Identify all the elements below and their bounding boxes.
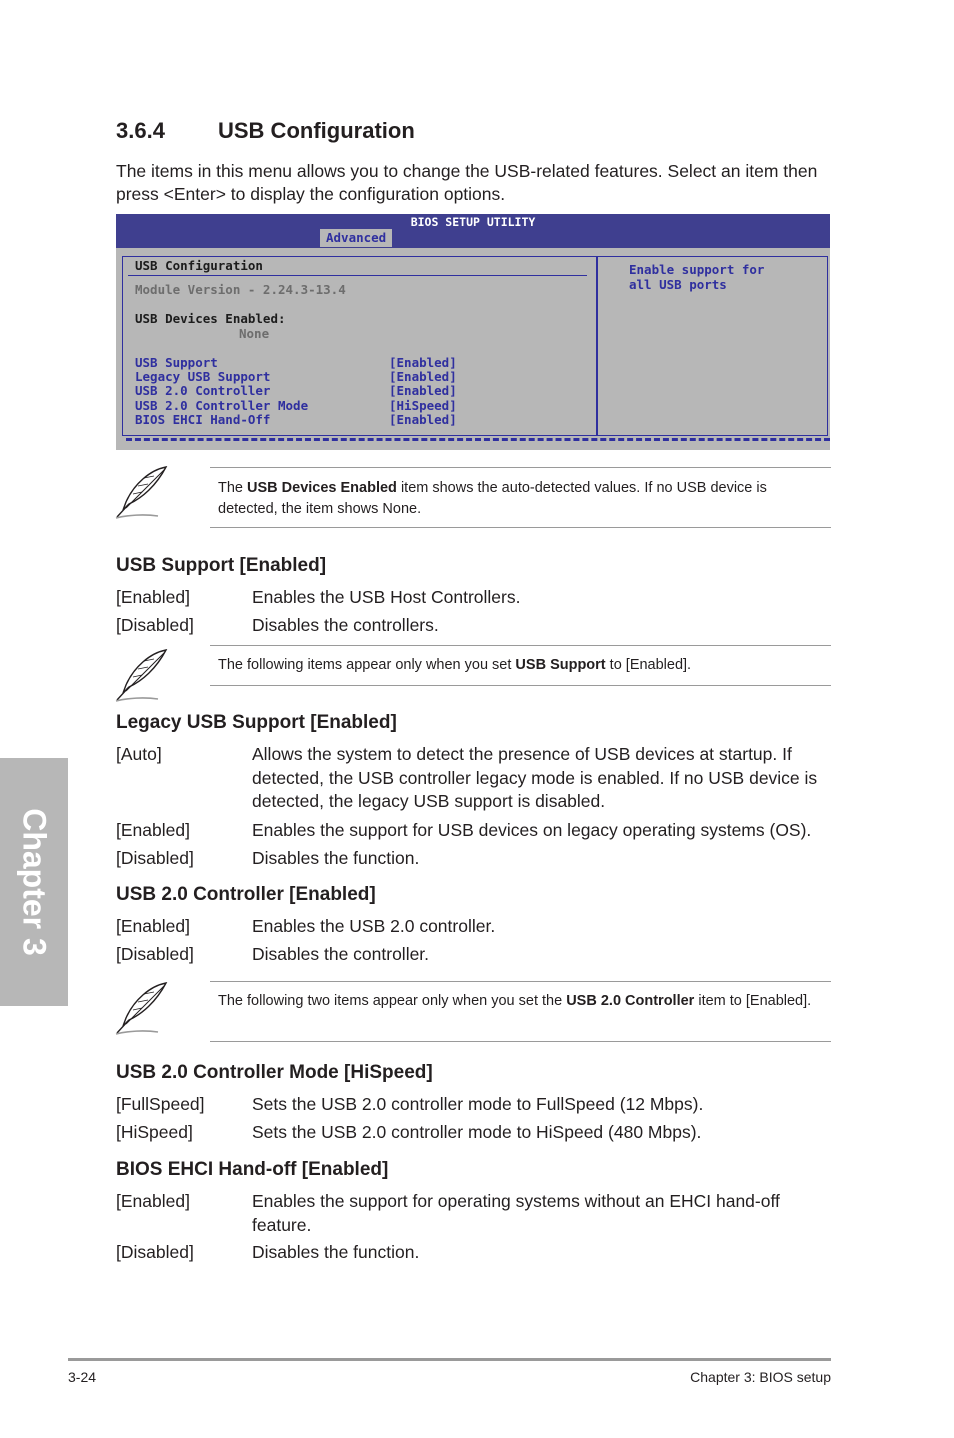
option-row [116,1121,826,1145]
bios-help-line-1: Enable support for [629,262,765,277]
section-title-text: USB Configuration [218,118,415,143]
bios-item-value: [Enabled] [389,412,457,427]
note-text: The [218,480,248,496]
tab-advanced[interactable]: Advanced [320,229,392,247]
option-key: [Enabled] [116,820,190,840]
bios-item-name: BIOS EHCI Hand-Off [135,412,271,427]
note-divider [210,685,831,686]
option-desc: Disables the function. [252,848,420,868]
bios-item-value: [HiSpeed] [389,398,457,413]
bios-item-name: Legacy USB Support [135,369,271,384]
option-desc: Disables the controllers. [252,615,439,635]
heading-usb2-controller: USB 2.0 Controller [Enabled] [116,884,376,905]
bios-devices-label: USB Devices Enabled: [135,311,286,326]
option-row [116,847,826,871]
heading-usb2-controller-mode: USB 2.0 Controller Mode [HiSpeed] [116,1062,433,1083]
heading-bios-ehci-hand-off: BIOS EHCI Hand-off [Enabled] [116,1159,389,1180]
option-desc: Sets the USB 2.0 controller mode to FullSpeed (12 Mbps). [252,1094,704,1114]
option-row [116,743,826,815]
note-bold: USB Devices Enabled [247,480,397,496]
note-text: item to [Enabled]. [694,993,812,1009]
heading-legacy-usb-support: Legacy USB Support [Enabled] [116,712,397,733]
option-row [116,586,826,610]
note-usb2-controller [218,991,818,1012]
section-number: 3.6.4 [116,118,165,143]
option-desc: Enables the support for USB devices on legacy operating systems (OS). [252,820,812,840]
option-desc: Enables the USB Host Controllers. [252,587,521,607]
option-row [116,1241,826,1265]
note-divider [210,527,831,528]
option-desc: Disables the controller. [252,944,430,964]
bios-screen [116,214,830,450]
bios-panel-title: USB Configuration [135,258,263,273]
bios-help-line-2: all USB ports [629,277,727,292]
option-row [116,1093,826,1117]
option-key: [Enabled] [116,587,190,607]
bios-item-value: [Enabled] [389,383,457,398]
option-row [116,943,826,967]
option-desc: Allows the system to detect the presence of USB devices at startup. If detected, the USB controller legacy mode is enabled. If no USB device is detected, the legacy USB support is disabled. [252,744,818,811]
heading-usb-support: USB Support [Enabled] [116,555,327,576]
note-text: The following items appear only when you set [218,657,516,673]
feather-pen-icon [114,647,172,703]
option-key: [FullSpeed] [116,1094,205,1114]
feather-pen-icon [114,464,172,520]
bios-devices-value: None [239,326,270,341]
note-usb-support [218,655,818,676]
bios-item-value: [Enabled] [389,369,457,384]
note-usb-devices-enabled [218,478,818,520]
bios-header [116,214,830,248]
bios-item-name: USB 2.0 Controller [135,383,271,398]
option-row [116,819,826,843]
option-row [116,614,826,638]
option-key: [Auto] [116,744,162,764]
option-desc: Enables the USB 2.0 controller. [252,916,496,936]
option-key: [Disabled] [116,615,194,635]
option-key: [Disabled] [116,944,194,964]
note-divider [210,467,831,468]
bios-item-value: [Enabled] [389,355,457,370]
option-row [116,1190,826,1238]
option-row [116,915,826,939]
section-title [116,118,415,144]
option-key: [Disabled] [116,848,194,868]
note-text: to [Enabled]. [605,657,692,673]
option-key: [Enabled] [116,916,190,936]
note-text: The following two items appear only when you set the [218,993,567,1009]
intro-paragraph: The items in this menu allows you to change the USB-related features. Select an item then press <Enter> to display the configuration options. [116,161,818,204]
option-key: [Enabled] [116,1191,190,1211]
note-bold: USB Support [515,657,606,673]
bios-item-name: USB Support [135,355,218,370]
bios-item-name: USB 2.0 Controller Mode [135,398,309,413]
bios-dashed-divider [126,438,830,441]
note-divider [210,645,831,646]
bios-title: BIOS SETUP UTILITY [410,215,536,229]
option-key: [Disabled] [116,1242,194,1262]
note-bold: USB 2.0 Controller [566,993,695,1009]
bios-module-version: Module Version - 2.24.3-13.4 [135,282,346,297]
note-text: item shows the auto-detected values. If no USB device is detected, the item shows None. [218,480,767,517]
chapter-side-tab [0,758,68,1006]
footer-chapter: Chapter 3: BIOS setup [690,1369,831,1385]
option-desc: Disables the function. [252,1242,420,1262]
note-divider [210,981,831,982]
chapter-tab-label: Chapter 3 [16,808,53,956]
option-key: [HiSpeed] [116,1122,193,1142]
note-divider [210,1041,831,1042]
feather-pen-icon [114,980,172,1036]
option-desc: Enables the support for operating systems without an EHCI hand-off feature. [252,1191,780,1235]
bios-title-divider [128,275,587,276]
page-number: 3-24 [68,1369,97,1385]
option-desc: Sets the USB 2.0 controller mode to HiSpeed (480 Mbps). [252,1122,702,1142]
footer-rule [68,1358,831,1361]
